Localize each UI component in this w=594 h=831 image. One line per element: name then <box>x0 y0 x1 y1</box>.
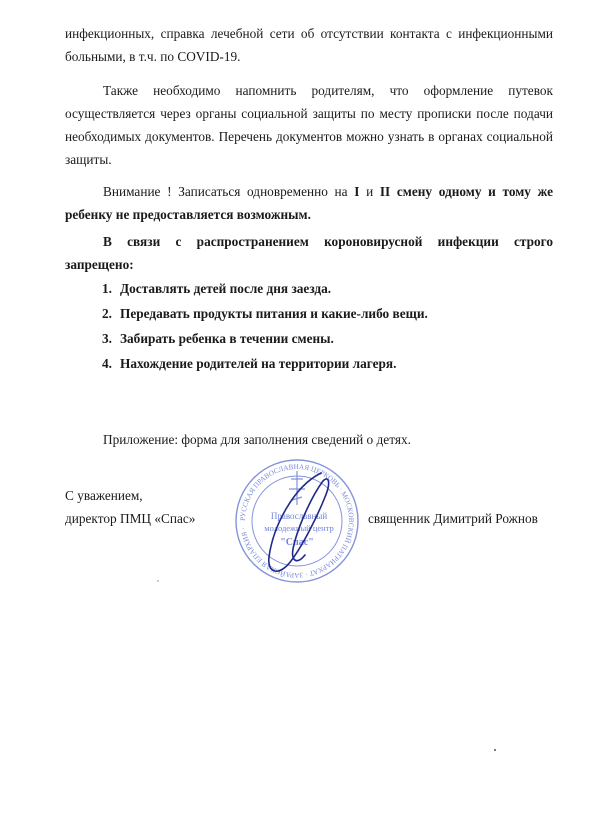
attention-and: и <box>359 184 380 199</box>
paragraph-attention <box>65 180 553 226</box>
rules-list <box>102 276 552 376</box>
organization-stamp <box>233 457 361 585</box>
sender-title: директор ПМЦ «Спас» <box>65 511 196 526</box>
attachment-note: Приложение: форма для заполнения сведений о детях. <box>103 432 411 447</box>
stamp-center-line-1: Православный <box>270 511 328 521</box>
paragraph-vouchers: Также необходимо напомнить родителям, что оформление путевок осуществляется через органы социальной защиты по месту прописки после подачи необходимых документов. Перечень документов можно узнать в органах социальной защиты. <box>65 83 553 167</box>
stamp-center-line-2: молодежный центр <box>264 523 334 533</box>
attention-shift-2: II <box>379 184 391 199</box>
closing-line: С уважением, <box>65 488 143 503</box>
signature-block-left <box>65 484 195 530</box>
covid-heading: В связи с распространением короновирусной инфекции строго запрещено: <box>65 234 553 272</box>
signatory-name: священник Димитрий Рожнов <box>368 511 538 526</box>
list-item: 1. Доставлять детей после дня заезда. <box>102 281 332 296</box>
attention-rest: смену одному и тому же ребенку не предоставляется возможным. <box>65 184 553 222</box>
scan-speck <box>157 580 159 582</box>
stamp-center-line-3: "Спас" <box>280 537 314 548</box>
stamp-ring-text: РУССКАЯ ПРАВОСЛАВНАЯ ЦЕРКОВЬ · МОСКОВСКИЙ ПАТРИАРХАТ · ЗАРАЙСКАЯ ЕПАРХИЯ · <box>238 462 356 580</box>
list-item: 2. Передавать продукты питания и какие-либо вещи. <box>102 306 428 321</box>
attention-lead: Внимание ! Записаться одновременно на <box>103 184 355 199</box>
attention-shift-1: I <box>354 184 360 199</box>
paragraph-continuation: инфекционных, справка лечебной сети об отсутствии контакта с инфекционными больными, в т.ч. по COVID-19. <box>65 26 553 64</box>
list-item: 3. Забирать ребенка в течении смены. <box>102 331 334 346</box>
list-item: 4. Нахождение родителей на территории лагеря. <box>102 356 397 371</box>
scan-speck <box>494 749 496 751</box>
